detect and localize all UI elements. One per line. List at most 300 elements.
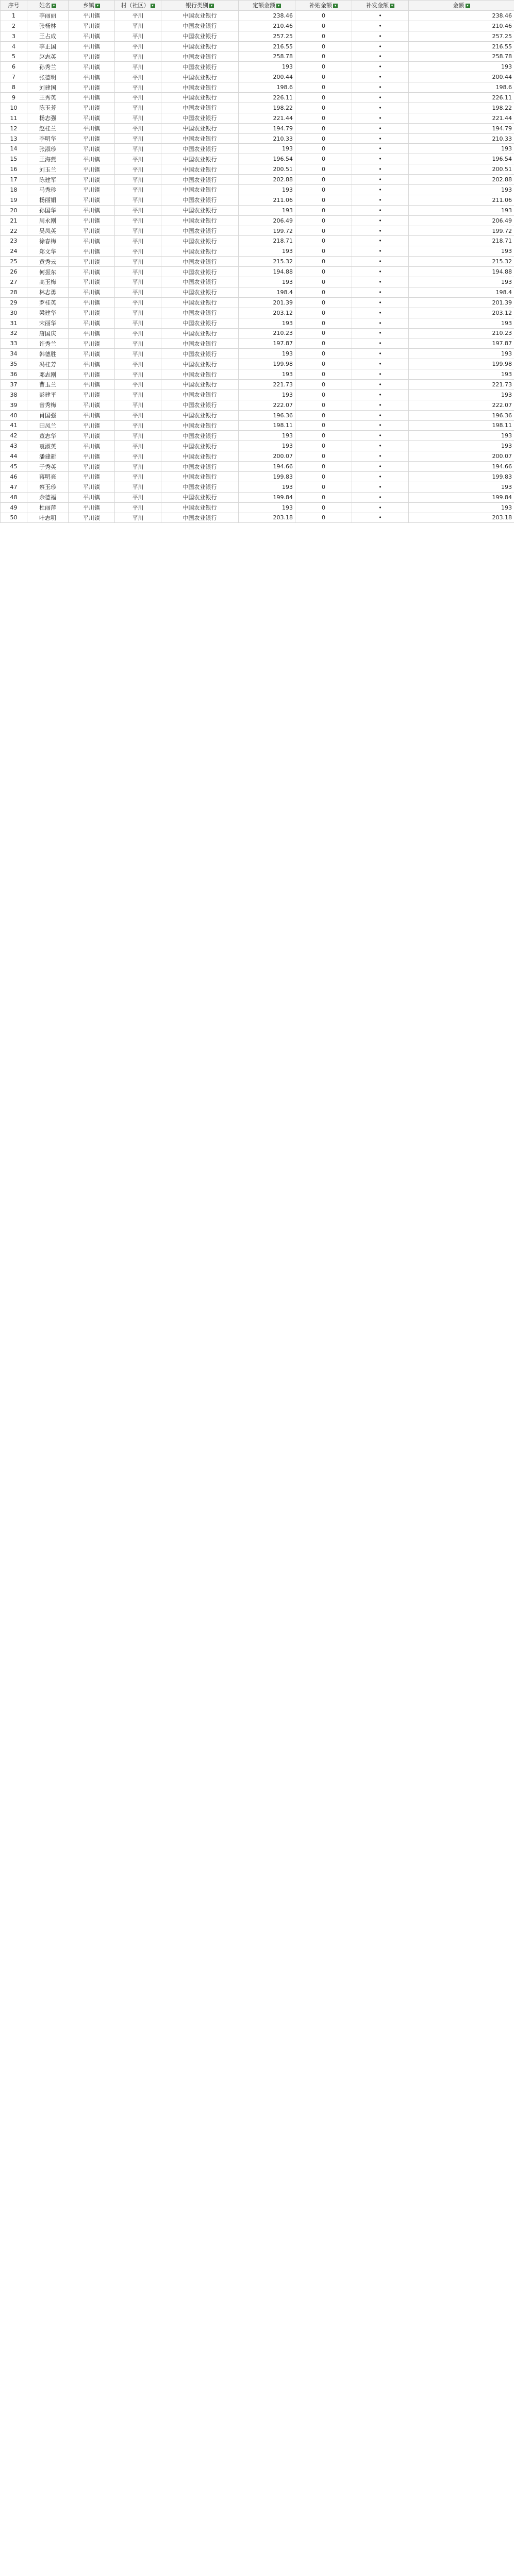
cell-quota[interactable]: 193 bbox=[239, 318, 295, 328]
table-row[interactable] bbox=[1, 297, 514, 308]
cell-bank[interactable]: 中国农业银行 bbox=[161, 226, 239, 236]
cell-index[interactable]: 1 bbox=[1, 10, 27, 21]
cell-reissue[interactable]: • bbox=[352, 482, 409, 492]
cell-reissue[interactable]: • bbox=[352, 21, 409, 31]
cell-quota[interactable]: 198.6 bbox=[239, 82, 295, 93]
cell-quota[interactable]: 196.54 bbox=[239, 154, 295, 164]
cell-town[interactable]: 平川镇 bbox=[69, 318, 115, 328]
cell-village[interactable]: 平川 bbox=[115, 93, 161, 103]
cell-bank[interactable]: 中国农业银行 bbox=[161, 471, 239, 482]
cell-town[interactable]: 平川镇 bbox=[69, 236, 115, 246]
table-row[interactable] bbox=[1, 21, 514, 31]
cell-name[interactable]: 马秀珍 bbox=[27, 185, 69, 195]
cell-name[interactable]: 王海燕 bbox=[27, 154, 69, 164]
cell-subsidy[interactable]: 0 bbox=[295, 389, 352, 400]
cell-bank[interactable]: 中国农业银行 bbox=[161, 308, 239, 318]
cell-subsidy[interactable]: 0 bbox=[295, 103, 352, 113]
cell-quota[interactable]: 193 bbox=[239, 502, 295, 513]
cell-reissue[interactable]: • bbox=[352, 338, 409, 349]
cell-village[interactable]: 平川 bbox=[115, 462, 161, 472]
cell-index[interactable]: 8 bbox=[1, 82, 27, 93]
cell-reissue[interactable]: • bbox=[352, 123, 409, 133]
cell-reissue[interactable]: • bbox=[352, 93, 409, 103]
cell-name[interactable]: 杨志强 bbox=[27, 113, 69, 123]
table-row[interactable] bbox=[1, 502, 514, 513]
table-row[interactable] bbox=[1, 154, 514, 164]
cell-name[interactable]: 何振东 bbox=[27, 267, 69, 277]
cell-village[interactable]: 平川 bbox=[115, 10, 161, 21]
cell-quota[interactable]: 202.88 bbox=[239, 175, 295, 185]
cell-subsidy[interactable]: 0 bbox=[295, 492, 352, 502]
cell-bank[interactable]: 中国农业银行 bbox=[161, 338, 239, 349]
cell-name[interactable]: 刘玉兰 bbox=[27, 164, 69, 175]
cell-quota[interactable]: 201.39 bbox=[239, 297, 295, 308]
cell-bank[interactable]: 中国农业银行 bbox=[161, 164, 239, 175]
cell-reissue[interactable]: • bbox=[352, 379, 409, 389]
table-row[interactable] bbox=[1, 482, 514, 492]
cell-village[interactable]: 平川 bbox=[115, 379, 161, 389]
cell-index[interactable]: 25 bbox=[1, 257, 27, 267]
cell-town[interactable]: 平川镇 bbox=[69, 164, 115, 175]
cell-name[interactable]: 余德福 bbox=[27, 492, 69, 502]
cell-bank[interactable]: 中国农业银行 bbox=[161, 175, 239, 185]
cell-bank[interactable]: 中国农业银行 bbox=[161, 93, 239, 103]
cell-bank[interactable]: 中国农业银行 bbox=[161, 21, 239, 31]
table-row[interactable] bbox=[1, 451, 514, 462]
cell-index[interactable]: 21 bbox=[1, 215, 27, 226]
table-row[interactable] bbox=[1, 318, 514, 328]
cell-subsidy[interactable]: 0 bbox=[295, 144, 352, 154]
cell-name[interactable]: 冯桂芳 bbox=[27, 359, 69, 369]
cell-quota[interactable]: 194.79 bbox=[239, 123, 295, 133]
cell-amount[interactable]: 201.39 bbox=[409, 297, 514, 308]
cell-town[interactable]: 平川镇 bbox=[69, 349, 115, 359]
cell-subsidy[interactable]: 0 bbox=[295, 226, 352, 236]
cell-index[interactable]: 3 bbox=[1, 31, 27, 41]
cell-index[interactable]: 2 bbox=[1, 21, 27, 31]
cell-index[interactable]: 14 bbox=[1, 144, 27, 154]
cell-name[interactable]: 林志勇 bbox=[27, 287, 69, 297]
cell-reissue[interactable]: • bbox=[352, 82, 409, 93]
cell-name[interactable]: 曹玉兰 bbox=[27, 379, 69, 389]
cell-bank[interactable]: 中国农业银行 bbox=[161, 400, 239, 410]
table-row[interactable] bbox=[1, 195, 514, 205]
cell-index[interactable]: 9 bbox=[1, 93, 27, 103]
cell-quota[interactable]: 226.11 bbox=[239, 93, 295, 103]
cell-quota[interactable]: 216.55 bbox=[239, 41, 295, 52]
cell-reissue[interactable]: • bbox=[352, 328, 409, 338]
cell-bank[interactable]: 中国农业银行 bbox=[161, 82, 239, 93]
cell-town[interactable]: 平川镇 bbox=[69, 287, 115, 297]
cell-town[interactable]: 平川镇 bbox=[69, 103, 115, 113]
cell-town[interactable]: 平川镇 bbox=[69, 52, 115, 62]
cell-name[interactable]: 彭建平 bbox=[27, 389, 69, 400]
cell-subsidy[interactable]: 0 bbox=[295, 123, 352, 133]
cell-subsidy[interactable]: 0 bbox=[295, 297, 352, 308]
cell-amount[interactable]: 198.22 bbox=[409, 103, 514, 113]
cell-village[interactable]: 平川 bbox=[115, 113, 161, 123]
cell-village[interactable]: 平川 bbox=[115, 236, 161, 246]
cell-village[interactable]: 平川 bbox=[115, 471, 161, 482]
cell-index[interactable]: 46 bbox=[1, 471, 27, 482]
table-row[interactable] bbox=[1, 31, 514, 41]
cell-subsidy[interactable]: 0 bbox=[295, 164, 352, 175]
cell-town[interactable]: 平川镇 bbox=[69, 308, 115, 318]
cell-village[interactable]: 平川 bbox=[115, 246, 161, 257]
cell-village[interactable]: 平川 bbox=[115, 308, 161, 318]
cell-index[interactable]: 44 bbox=[1, 451, 27, 462]
cell-index[interactable]: 48 bbox=[1, 492, 27, 502]
cell-village[interactable]: 平川 bbox=[115, 482, 161, 492]
cell-reissue[interactable]: • bbox=[352, 410, 409, 420]
cell-quota[interactable]: 193 bbox=[239, 431, 295, 441]
cell-amount[interactable]: 200.51 bbox=[409, 164, 514, 175]
cell-village[interactable]: 平川 bbox=[115, 338, 161, 349]
cell-name[interactable]: 田凤兰 bbox=[27, 420, 69, 431]
cell-village[interactable]: 平川 bbox=[115, 154, 161, 164]
cell-bank[interactable]: 中国农业银行 bbox=[161, 246, 239, 257]
cell-town[interactable]: 平川镇 bbox=[69, 441, 115, 451]
cell-subsidy[interactable]: 0 bbox=[295, 133, 352, 144]
cell-town[interactable]: 平川镇 bbox=[69, 389, 115, 400]
cell-amount[interactable]: 198.11 bbox=[409, 420, 514, 431]
cell-reissue[interactable]: • bbox=[352, 462, 409, 472]
cell-name[interactable]: 周永刚 bbox=[27, 215, 69, 226]
cell-village[interactable]: 平川 bbox=[115, 226, 161, 236]
cell-amount[interactable]: 193 bbox=[409, 144, 514, 154]
table-row[interactable] bbox=[1, 175, 514, 185]
cell-reissue[interactable]: • bbox=[352, 246, 409, 257]
table-row[interactable] bbox=[1, 400, 514, 410]
cell-quota[interactable]: 193 bbox=[239, 62, 295, 72]
cell-reissue[interactable]: • bbox=[352, 226, 409, 236]
cell-town[interactable]: 平川镇 bbox=[69, 297, 115, 308]
cell-town[interactable]: 平川镇 bbox=[69, 62, 115, 72]
cell-bank[interactable]: 中国农业银行 bbox=[161, 257, 239, 267]
cell-amount[interactable]: 199.98 bbox=[409, 359, 514, 369]
cell-reissue[interactable]: • bbox=[352, 267, 409, 277]
cell-subsidy[interactable]: 0 bbox=[295, 482, 352, 492]
cell-amount[interactable]: 199.83 bbox=[409, 471, 514, 482]
cell-bank[interactable]: 中国农业银行 bbox=[161, 10, 239, 21]
cell-amount[interactable]: 193 bbox=[409, 389, 514, 400]
cell-reissue[interactable]: • bbox=[352, 205, 409, 215]
cell-bank[interactable]: 中国农业银行 bbox=[161, 482, 239, 492]
cell-town[interactable]: 平川镇 bbox=[69, 369, 115, 380]
cell-bank[interactable]: 中国农业银行 bbox=[161, 451, 239, 462]
cell-town[interactable]: 平川镇 bbox=[69, 10, 115, 21]
cell-subsidy[interactable]: 0 bbox=[295, 441, 352, 451]
cell-village[interactable]: 平川 bbox=[115, 267, 161, 277]
cell-subsidy[interactable]: 0 bbox=[295, 400, 352, 410]
cell-reissue[interactable]: • bbox=[352, 287, 409, 297]
cell-quota[interactable]: 200.07 bbox=[239, 451, 295, 462]
cell-name[interactable]: 梁建华 bbox=[27, 308, 69, 318]
cell-name[interactable]: 曾秀梅 bbox=[27, 400, 69, 410]
cell-subsidy[interactable]: 0 bbox=[295, 113, 352, 123]
cell-reissue[interactable]: • bbox=[352, 62, 409, 72]
cell-bank[interactable]: 中国农业银行 bbox=[161, 502, 239, 513]
cell-name[interactable]: 于秀英 bbox=[27, 462, 69, 472]
cell-name[interactable]: 李正国 bbox=[27, 41, 69, 52]
cell-index[interactable]: 31 bbox=[1, 318, 27, 328]
cell-town[interactable]: 平川镇 bbox=[69, 133, 115, 144]
cell-reissue[interactable]: • bbox=[352, 451, 409, 462]
cell-subsidy[interactable]: 0 bbox=[295, 93, 352, 103]
table-row[interactable] bbox=[1, 236, 514, 246]
cell-subsidy[interactable]: 0 bbox=[295, 338, 352, 349]
cell-town[interactable]: 平川镇 bbox=[69, 379, 115, 389]
cell-subsidy[interactable]: 0 bbox=[295, 359, 352, 369]
cell-town[interactable]: 平川镇 bbox=[69, 93, 115, 103]
table-row[interactable] bbox=[1, 226, 514, 236]
cell-amount[interactable]: 206.49 bbox=[409, 215, 514, 226]
cell-quota[interactable]: 196.36 bbox=[239, 410, 295, 420]
cell-subsidy[interactable]: 0 bbox=[295, 246, 352, 257]
cell-quota[interactable]: 193 bbox=[239, 389, 295, 400]
cell-index[interactable]: 36 bbox=[1, 369, 27, 380]
cell-index[interactable]: 22 bbox=[1, 226, 27, 236]
cell-bank[interactable]: 中国农业银行 bbox=[161, 349, 239, 359]
cell-bank[interactable]: 中国农业银行 bbox=[161, 318, 239, 328]
cell-subsidy[interactable]: 0 bbox=[295, 154, 352, 164]
table-row[interactable] bbox=[1, 359, 514, 369]
cell-reissue[interactable]: • bbox=[352, 257, 409, 267]
cell-village[interactable]: 平川 bbox=[115, 297, 161, 308]
cell-town[interactable]: 平川镇 bbox=[69, 502, 115, 513]
cell-quota[interactable]: 199.84 bbox=[239, 492, 295, 502]
cell-reissue[interactable]: • bbox=[352, 195, 409, 205]
cell-quota[interactable]: 221.44 bbox=[239, 113, 295, 123]
cell-village[interactable]: 平川 bbox=[115, 451, 161, 462]
cell-subsidy[interactable]: 0 bbox=[295, 369, 352, 380]
cell-village[interactable]: 平川 bbox=[115, 133, 161, 144]
cell-town[interactable]: 平川镇 bbox=[69, 113, 115, 123]
cell-index[interactable]: 29 bbox=[1, 297, 27, 308]
cell-reissue[interactable]: • bbox=[352, 277, 409, 287]
cell-name[interactable]: 张德明 bbox=[27, 72, 69, 82]
cell-index[interactable]: 42 bbox=[1, 431, 27, 441]
cell-amount[interactable]: 199.84 bbox=[409, 492, 514, 502]
cell-reissue[interactable]: • bbox=[352, 359, 409, 369]
cell-index[interactable]: 32 bbox=[1, 328, 27, 338]
cell-subsidy[interactable]: 0 bbox=[295, 72, 352, 82]
cell-index[interactable]: 30 bbox=[1, 308, 27, 318]
cell-amount[interactable]: 194.66 bbox=[409, 462, 514, 472]
cell-reissue[interactable]: • bbox=[352, 185, 409, 195]
table-row[interactable] bbox=[1, 93, 514, 103]
cell-amount[interactable]: 200.07 bbox=[409, 451, 514, 462]
cell-name[interactable]: 叶志明 bbox=[27, 513, 69, 523]
table-row[interactable] bbox=[1, 471, 514, 482]
cell-subsidy[interactable]: 0 bbox=[295, 513, 352, 523]
cell-quota[interactable]: 193 bbox=[239, 144, 295, 154]
cell-bank[interactable]: 中国农业银行 bbox=[161, 185, 239, 195]
cell-town[interactable]: 平川镇 bbox=[69, 195, 115, 205]
cell-town[interactable]: 平川镇 bbox=[69, 513, 115, 523]
cell-subsidy[interactable]: 0 bbox=[295, 185, 352, 195]
cell-bank[interactable]: 中国农业银行 bbox=[161, 359, 239, 369]
cell-subsidy[interactable]: 0 bbox=[295, 349, 352, 359]
cell-reissue[interactable]: • bbox=[352, 41, 409, 52]
cell-index[interactable]: 50 bbox=[1, 513, 27, 523]
cell-village[interactable]: 平川 bbox=[115, 318, 161, 328]
cell-name[interactable]: 陈建军 bbox=[27, 175, 69, 185]
cell-index[interactable]: 26 bbox=[1, 267, 27, 277]
cell-name[interactable]: 王秀英 bbox=[27, 93, 69, 103]
cell-reissue[interactable]: • bbox=[352, 369, 409, 380]
cell-quota[interactable]: 200.44 bbox=[239, 72, 295, 82]
cell-reissue[interactable]: • bbox=[352, 513, 409, 523]
cell-amount[interactable]: 193 bbox=[409, 369, 514, 380]
cell-bank[interactable]: 中国农业银行 bbox=[161, 441, 239, 451]
table-row[interactable] bbox=[1, 164, 514, 175]
cell-amount[interactable]: 193 bbox=[409, 185, 514, 195]
filter-icon[interactable]: ▾ bbox=[151, 4, 155, 8]
cell-name[interactable]: 韩德胜 bbox=[27, 349, 69, 359]
cell-subsidy[interactable]: 0 bbox=[295, 277, 352, 287]
cell-reissue[interactable]: • bbox=[352, 389, 409, 400]
filter-icon[interactable]: ▾ bbox=[276, 4, 281, 8]
cell-subsidy[interactable]: 0 bbox=[295, 267, 352, 277]
table-row[interactable] bbox=[1, 441, 514, 451]
table-row[interactable] bbox=[1, 41, 514, 52]
cell-town[interactable]: 平川镇 bbox=[69, 257, 115, 267]
cell-bank[interactable]: 中国农业银行 bbox=[161, 513, 239, 523]
cell-reissue[interactable]: • bbox=[352, 471, 409, 482]
cell-reissue[interactable]: • bbox=[352, 349, 409, 359]
cell-quota[interactable]: 221.73 bbox=[239, 379, 295, 389]
cell-quota[interactable]: 206.49 bbox=[239, 215, 295, 226]
cell-bank[interactable]: 中国农业银行 bbox=[161, 267, 239, 277]
cell-village[interactable]: 平川 bbox=[115, 144, 161, 154]
cell-index[interactable]: 23 bbox=[1, 236, 27, 246]
cell-name[interactable]: 刘建国 bbox=[27, 82, 69, 93]
cell-town[interactable]: 平川镇 bbox=[69, 462, 115, 472]
cell-bank[interactable]: 中国农业银行 bbox=[161, 369, 239, 380]
cell-subsidy[interactable]: 0 bbox=[295, 257, 352, 267]
cell-town[interactable]: 平川镇 bbox=[69, 328, 115, 338]
cell-subsidy[interactable]: 0 bbox=[295, 236, 352, 246]
cell-bank[interactable]: 中国农业银行 bbox=[161, 277, 239, 287]
cell-amount[interactable]: 193 bbox=[409, 441, 514, 451]
cell-subsidy[interactable]: 0 bbox=[295, 328, 352, 338]
cell-reissue[interactable]: • bbox=[352, 400, 409, 410]
col-header-subsidy[interactable]: 补贴金额 ▾ bbox=[295, 1, 352, 11]
table-row[interactable] bbox=[1, 267, 514, 277]
cell-village[interactable]: 平川 bbox=[115, 257, 161, 267]
cell-subsidy[interactable]: 0 bbox=[295, 205, 352, 215]
cell-subsidy[interactable]: 0 bbox=[295, 82, 352, 93]
cell-bank[interactable]: 中国农业银行 bbox=[161, 379, 239, 389]
table-row[interactable] bbox=[1, 420, 514, 431]
cell-amount[interactable]: 216.55 bbox=[409, 41, 514, 52]
cell-name[interactable]: 李丽丽 bbox=[27, 10, 69, 21]
cell-index[interactable]: 38 bbox=[1, 389, 27, 400]
cell-reissue[interactable]: • bbox=[352, 441, 409, 451]
cell-amount[interactable]: 211.06 bbox=[409, 195, 514, 205]
cell-bank[interactable]: 中国农业银行 bbox=[161, 492, 239, 502]
cell-amount[interactable]: 218.71 bbox=[409, 236, 514, 246]
cell-amount[interactable]: 193 bbox=[409, 277, 514, 287]
cell-name[interactable]: 蔡玉珍 bbox=[27, 482, 69, 492]
cell-village[interactable]: 平川 bbox=[115, 502, 161, 513]
cell-town[interactable]: 平川镇 bbox=[69, 492, 115, 502]
cell-index[interactable]: 43 bbox=[1, 441, 27, 451]
table-row[interactable] bbox=[1, 338, 514, 349]
table-row[interactable] bbox=[1, 287, 514, 297]
cell-amount[interactable]: 193 bbox=[409, 431, 514, 441]
cell-name[interactable]: 蒋明亮 bbox=[27, 471, 69, 482]
table-row[interactable] bbox=[1, 246, 514, 257]
cell-quota[interactable]: 210.23 bbox=[239, 328, 295, 338]
cell-quota[interactable]: 199.98 bbox=[239, 359, 295, 369]
cell-reissue[interactable]: • bbox=[352, 175, 409, 185]
cell-subsidy[interactable]: 0 bbox=[295, 379, 352, 389]
cell-reissue[interactable]: • bbox=[352, 502, 409, 513]
cell-amount[interactable]: 193 bbox=[409, 246, 514, 257]
cell-quota[interactable]: 193 bbox=[239, 277, 295, 287]
cell-subsidy[interactable]: 0 bbox=[295, 62, 352, 72]
table-row[interactable] bbox=[1, 308, 514, 318]
cell-bank[interactable]: 中国农业银行 bbox=[161, 31, 239, 41]
cell-index[interactable]: 15 bbox=[1, 154, 27, 164]
cell-village[interactable]: 平川 bbox=[115, 389, 161, 400]
cell-subsidy[interactable]: 0 bbox=[295, 21, 352, 31]
cell-town[interactable]: 平川镇 bbox=[69, 359, 115, 369]
cell-amount[interactable]: 198.4 bbox=[409, 287, 514, 297]
cell-amount[interactable]: 193 bbox=[409, 502, 514, 513]
table-row[interactable] bbox=[1, 103, 514, 113]
cell-bank[interactable]: 中国农业银行 bbox=[161, 297, 239, 308]
cell-village[interactable]: 平川 bbox=[115, 420, 161, 431]
cell-name[interactable]: 黄秀云 bbox=[27, 257, 69, 267]
cell-town[interactable]: 平川镇 bbox=[69, 482, 115, 492]
cell-town[interactable]: 平川镇 bbox=[69, 226, 115, 236]
cell-quota[interactable]: 193 bbox=[239, 482, 295, 492]
cell-amount[interactable]: 203.12 bbox=[409, 308, 514, 318]
cell-quota[interactable]: 215.32 bbox=[239, 257, 295, 267]
cell-index[interactable]: 39 bbox=[1, 400, 27, 410]
table-row[interactable] bbox=[1, 215, 514, 226]
cell-amount[interactable]: 258.78 bbox=[409, 52, 514, 62]
cell-town[interactable]: 平川镇 bbox=[69, 123, 115, 133]
cell-village[interactable]: 平川 bbox=[115, 164, 161, 175]
cell-subsidy[interactable]: 0 bbox=[295, 287, 352, 297]
cell-bank[interactable]: 中国农业银行 bbox=[161, 123, 239, 133]
cell-name[interactable]: 孙国华 bbox=[27, 205, 69, 215]
table-row[interactable] bbox=[1, 62, 514, 72]
cell-index[interactable]: 12 bbox=[1, 123, 27, 133]
cell-reissue[interactable]: • bbox=[352, 10, 409, 21]
cell-bank[interactable]: 中国农业银行 bbox=[161, 410, 239, 420]
cell-quota[interactable]: 203.18 bbox=[239, 513, 295, 523]
cell-index[interactable]: 35 bbox=[1, 359, 27, 369]
cell-quota[interactable]: 210.46 bbox=[239, 21, 295, 31]
cell-reissue[interactable]: • bbox=[352, 236, 409, 246]
cell-name[interactable]: 张淑珍 bbox=[27, 144, 69, 154]
cell-index[interactable]: 4 bbox=[1, 41, 27, 52]
table-row[interactable] bbox=[1, 277, 514, 287]
cell-bank[interactable]: 中国农业银行 bbox=[161, 144, 239, 154]
col-header-town[interactable]: 乡镇 ▾ bbox=[69, 1, 115, 11]
cell-amount[interactable]: 194.79 bbox=[409, 123, 514, 133]
cell-name[interactable]: 吴凤英 bbox=[27, 226, 69, 236]
table-row[interactable] bbox=[1, 257, 514, 267]
table-row[interactable] bbox=[1, 328, 514, 338]
cell-town[interactable]: 平川镇 bbox=[69, 185, 115, 195]
table-row[interactable] bbox=[1, 462, 514, 472]
